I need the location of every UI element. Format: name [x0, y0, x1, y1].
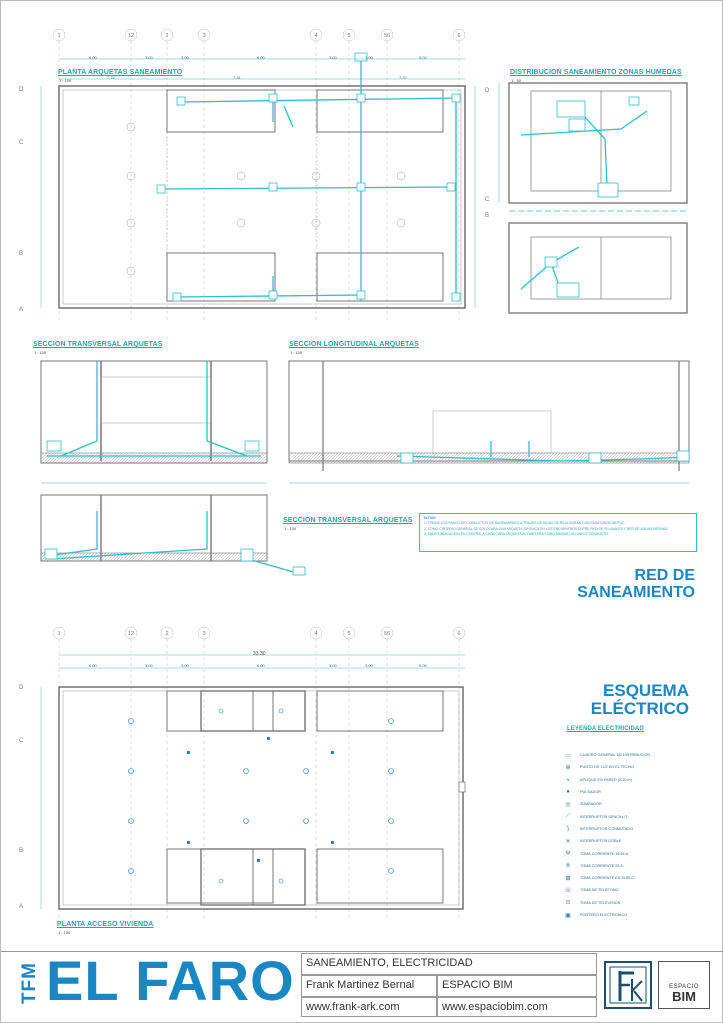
grid-label: 56 [383, 631, 391, 637]
socket-3-icon: ⋔ [565, 863, 571, 870]
legend-label: CUADRO GENERAL DE DISTRIBUCION [580, 753, 651, 758]
intercom-icon: ▣ [565, 912, 571, 919]
logo-bim-text: BIM [672, 989, 696, 1004]
grid-label: 4 [314, 631, 318, 637]
legend-item [561, 909, 711, 921]
half-circle-icon: ◒ [566, 776, 570, 783]
note-line: 3. SALVO INDICACION EN CONTRA, A CADA CARA ARQUETA ACOMETERA COMO MAXIMO UN UNICO CONDUCTO. [424, 532, 609, 537]
legend-label: TOMA CORRIENTE 25 A. [580, 863, 624, 868]
legend-item [561, 823, 711, 835]
dimension-label: 7.31 [233, 75, 241, 80]
legend-label: ZUMBADOR [580, 802, 602, 807]
legend-item [561, 749, 711, 761]
heading-red-saneamiento: RED DE SANEAMIENTO [577, 567, 695, 601]
section-transversal-1 [41, 361, 267, 483]
dimension-label: 3.00 [145, 55, 153, 60]
plan-zonas-humedas [499, 83, 687, 313]
grid-row-label: B [19, 848, 24, 854]
legend-item [561, 774, 711, 786]
legend-item [561, 761, 711, 773]
floor-socket-icon: ⊠ [565, 875, 571, 882]
grid-label: 6 [457, 33, 461, 39]
grid-row-label: B [485, 213, 490, 219]
dot-icon: ● [566, 789, 570, 796]
title-seccion-longitudinal: SECCION LONGITUDINAL ARQUETAS [289, 341, 419, 348]
fk-logo-icon [604, 961, 652, 1009]
legend-label: TOMA DE TELEVISION [580, 900, 621, 905]
plan-saneamiento [41, 53, 475, 308]
legend-item [561, 798, 711, 810]
legend-label: TOMA CORRIENTE 16/16 A. [580, 851, 630, 856]
grid-label: 1 [57, 33, 61, 39]
legend-label: INTERRUPTOR CONMUTADO [580, 826, 634, 831]
author-web-cell: www.frank-ark.com [301, 997, 437, 1017]
dimension-label: 3.00 [365, 55, 373, 60]
scale-seccion-longitudinal: 1 : 100 [290, 350, 303, 355]
title-zonas-humedas: DISTRIBUCION SANEAMIENTO ZONAS HUMEDAS [510, 69, 682, 76]
subject-cell: SANEAMIENTO, ELECTRICIDAD [301, 953, 597, 975]
grid-label: 5 [347, 631, 351, 637]
dimension-label: 7.74 [107, 75, 115, 80]
title-planta-acceso: PLANTA ACCESO VIVIENDA [57, 921, 154, 928]
phone-icon: ☏ [564, 887, 572, 894]
legend-label: INTERRUPTOR SENCILLO [580, 814, 628, 819]
legend-label: PORTERO ELECTRONICO [580, 913, 628, 917]
dimension-label: 6.00 [257, 55, 265, 60]
x-slash-icon: ✕ [565, 838, 571, 845]
scale-seccion-transversal-1: 1 : 100 [34, 350, 47, 355]
legend-title: LEYENDA ELECTRICIDAD [567, 726, 644, 732]
plan-electrico [41, 655, 465, 909]
grid-label: 12 [127, 33, 135, 39]
legend-label: TOMA CORRIENTE EN SUELO [580, 876, 635, 881]
grid-row-label: D [19, 685, 24, 691]
dimension-label: 6.00 [257, 663, 265, 668]
legend-label: TOMA DE TELEFONO [580, 888, 619, 893]
grid-row-label: A [19, 904, 24, 910]
section-longitudinal [289, 361, 689, 483]
grid-row-label: C [19, 738, 24, 744]
grid-axes-bottom [53, 627, 465, 921]
legend-label: INTERRUPTOR DOBLE [580, 839, 622, 844]
school-cell: ESPACIO BIM [437, 975, 597, 997]
grid-row-label: D [19, 87, 24, 93]
grid-row-label: D [485, 88, 490, 94]
slash-icon: ⟋ [565, 813, 571, 820]
grid-label: 3 [202, 631, 206, 637]
legend-electricidad [561, 749, 711, 921]
author-cell: Frank Martinez Bernal [301, 975, 437, 997]
dimension-label: 3.00 [329, 55, 337, 60]
total-width-label: 33.30 [253, 651, 266, 657]
section-transversal-2 [41, 495, 305, 575]
legend-label: APLIQUE EN PARED (2.10 m) [580, 777, 632, 782]
dimension-label: 6.00 [419, 663, 427, 668]
legend-item [561, 810, 711, 822]
grid-label: 5 [347, 33, 351, 39]
notes-heading: NOTAS [424, 516, 436, 520]
school-web-cell: www.espaciobim.com [437, 997, 597, 1017]
scale-planta-acceso: 1 : 100 [58, 930, 71, 935]
dimension-label: 3.00 [365, 663, 373, 668]
note-line: 2. COMO CRITERIO GENERAL SE COLOCARA UNA ARQUETA SIFONICA EN LOS ENCUENTROS ENTRE RED DE PLUVIALES Y RED DE AGUAS NEGRAS. [424, 526, 669, 531]
grid-label: 3 [202, 33, 206, 39]
grid-row-label: B [19, 251, 24, 257]
title-planta-saneamiento: PLANTA ARQUETAS SANEAMIENTO [58, 69, 183, 76]
cross-circle-icon: ⊕ [565, 764, 571, 771]
s-slash-icon: ⟆ [566, 826, 570, 833]
grid-label: 4 [314, 33, 318, 39]
legend-item [561, 860, 711, 872]
dimension-label: 6.00 [89, 663, 97, 668]
note-line: 1. TODOS LOS PASOS DE CONDUCTOS DE SANEAMIENTO A TRAVES DE VIGAS SE REALIZARAN CON PASATUBOS DE PVC. [424, 521, 626, 526]
project-title: EL FARO [46, 949, 295, 1012]
heading-esquema-electrico: ESQUEMA ELÉCTRICO [590, 681, 689, 718]
scale-zonas-humedas: 1 : 50 [511, 78, 522, 83]
dimension-label: 3.00 [145, 663, 153, 668]
logo-bim-top-text: ESPACIO [669, 984, 699, 990]
legend-label: PUNTO DE LUZ EN EL TECHO [580, 765, 634, 770]
tv-icon: ⊙ [565, 900, 571, 907]
grid-label: 2 [165, 631, 169, 637]
dimension-label: 6.00 [89, 55, 97, 60]
grid-row-label: C [485, 197, 490, 203]
legend-label: PULSADOR [580, 790, 601, 795]
legend-item [561, 897, 711, 909]
socket-icon: Ψ [565, 850, 571, 857]
dimension-label: 3.00 [329, 663, 337, 668]
scale-planta-saneamiento: 1 : 100 [59, 78, 72, 83]
grid-row-label: A [19, 307, 24, 313]
tfm-label: TFM [19, 962, 40, 1005]
box-icon: ▭ [565, 752, 571, 759]
grid-row-label: C [19, 140, 24, 146]
legend-item [561, 872, 711, 884]
grid-label: 1 [57, 631, 61, 637]
legend-item [561, 847, 711, 859]
dimension-label: 3.00 [181, 663, 189, 668]
legend-item [561, 884, 711, 896]
grid-label: 2 [165, 33, 169, 39]
grid-label: 6 [457, 631, 461, 637]
scale-seccion-transversal-2: 1 : 100 [284, 526, 297, 531]
dimension-label: 3.00 [181, 55, 189, 60]
legend-item [561, 786, 711, 798]
title-seccion-transversal-1: SECCION TRANSVERSAL ARQUETAS [33, 341, 163, 348]
notes-box [419, 513, 697, 552]
grid-label: 56 [383, 33, 391, 39]
grid-label: 12 [127, 631, 135, 637]
dimension-label: 6.00 [419, 55, 427, 60]
espacio-bim-logo [658, 961, 710, 1009]
dimension-label: 7.37 [399, 75, 407, 80]
legend-item [561, 835, 711, 847]
ring-icon: ◎ [565, 801, 571, 808]
title-seccion-transversal-2: SECCION TRANSVERSAL ARQUETAS [283, 517, 413, 524]
